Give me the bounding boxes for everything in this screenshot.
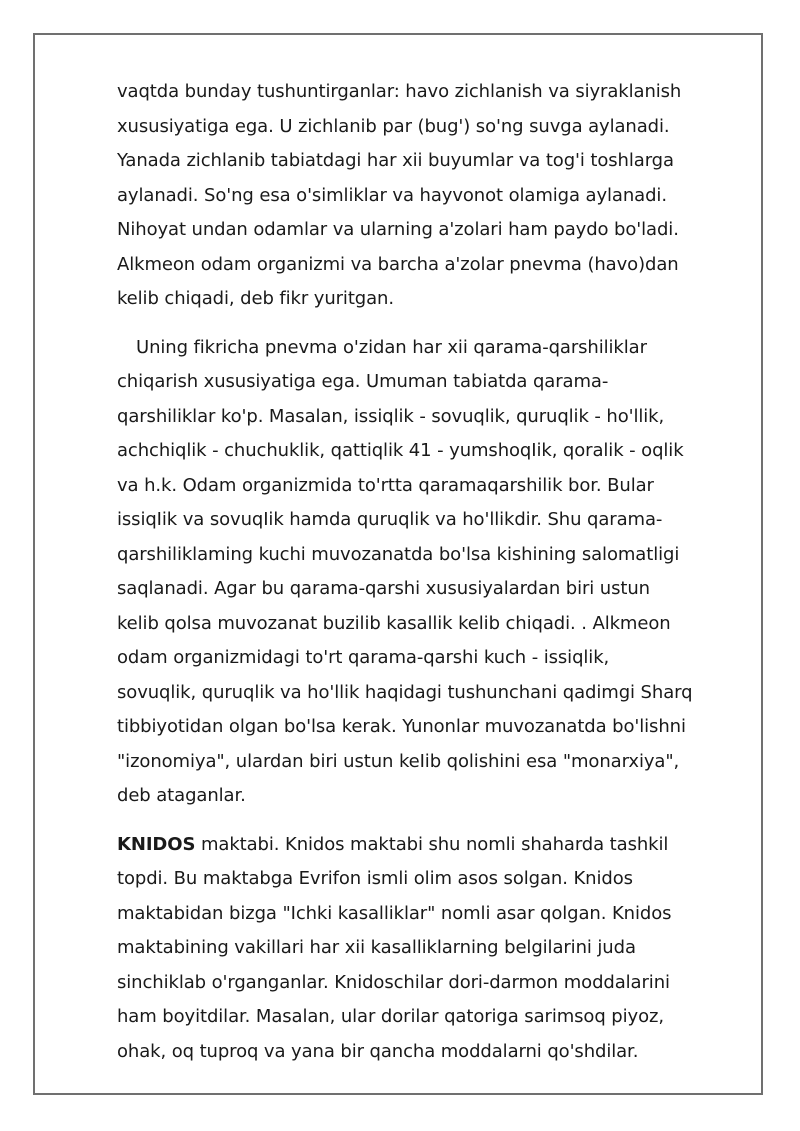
- paragraph-2: [117, 331, 732, 814]
- text-line: odam organizmidagi to'rt qarama-qarshi kuch - issiqlik,: [117, 647, 610, 668]
- text-line: qarshiliklaming kuchi muvozanatda bo'lsa kishining salomatligi: [117, 543, 680, 565]
- text-line: saqlanadi. Agar bu qarama-qarshi xususiyalardan biri ustun: [117, 578, 650, 599]
- text-line: "izonomiya", ulardan biri ustun keIib qolishini esa "monarxiya",: [117, 750, 680, 772]
- document-page: [33, 33, 763, 1095]
- text-line: deb ataganlar.: [117, 785, 246, 806]
- text-line: Nihoyat undan odamlar va ularning a'zolari ham paydo bo'ladi.: [117, 219, 679, 240]
- text-line: maktabidan bizga "Ichki kasalliklar" nomli asar qolgan. Knidos: [117, 902, 672, 924]
- document-body: [117, 75, 732, 1083]
- text-line: va h.k. Odam organizmida to'rtta qaramaqarshilik bor. Bular: [117, 474, 654, 496]
- paragraph-1: [117, 75, 732, 317]
- text-line: sovuqlik, quruqlik va ho'llik haqidagi tushunchani qadimgi Sharq: [117, 681, 693, 703]
- text-line: achchiqlik - chuchuklik, qattiqlik 41 - yumshoqIik, qoralik - oqlik: [117, 440, 684, 461]
- text-line: [117, 828, 732, 863]
- text-line: chiqarish xususiyatiga ega. Umuman tabiatda qarama-: [117, 371, 609, 392]
- text-line: kelib qolsa muvozanat buzilib kasallik kelib chiqadi. . Alkmeon: [117, 612, 671, 634]
- text-line: xususiyatiga ega. U zichlanib par (bug') so'ng suvga aylanadi.: [117, 115, 670, 137]
- text-line: sinchiklab o'rganganlar. Knidoschilar dori-darmon moddalarini: [117, 971, 670, 993]
- text-line: issiqIik va sovuqIik hamda quruqlik va ho'llikdir. Shu qarama-: [117, 509, 663, 530]
- text-line: Alkmeon odam organizmi va barcha a'zolar pnevma (havo)dan: [117, 253, 679, 275]
- text-line: Yanada zichlanib tabiatdagi har xii buyumlar va tog'i toshlarga: [117, 150, 674, 171]
- text-line: ham boyitdilar. Masalan, ular dorilar qatoriga sarimsoq piyoz,: [117, 1006, 664, 1027]
- text-line: topdi. Bu maktabga Evrifon ismli olim asos solgan. Knidos: [117, 868, 633, 889]
- text-line: maktabining vakillari har xii kasalliklarning belgilarini juda: [117, 937, 636, 958]
- text-line: ohak, oq tuproq va yana bir qancha moddalarni qo'shdilar.: [117, 1040, 639, 1062]
- paragraph-3: [117, 828, 732, 1070]
- text-line: Uning fikricha pnevma o'zidan har xii qarama-qarshiliklar: [136, 336, 647, 358]
- section-heading: KNIDOS: [117, 833, 196, 855]
- text-line: tibbiyotidan olgan bo'lsa kerak. Yunonlar muvozanatda bo'lishni: [117, 716, 686, 737]
- text-line: aylanadi. So'ng esa o'simliklar va hayvonot olamiga aylanadi.: [117, 184, 667, 206]
- text-fragment: maktabi. Knidos maktabi shu nomli shaharda tashkil: [195, 833, 669, 855]
- text-line: kelib chiqadi, deb fikr yuritgan.: [117, 288, 394, 309]
- text-line: vaqtda bunday tushuntirganlar: havo zichlanish va siyraklanish: [117, 81, 682, 102]
- text-line: qarshiliklar ko'p. Masalan, issiqlik - sovuqlik, quruqlik - ho'llik,: [117, 405, 665, 427]
